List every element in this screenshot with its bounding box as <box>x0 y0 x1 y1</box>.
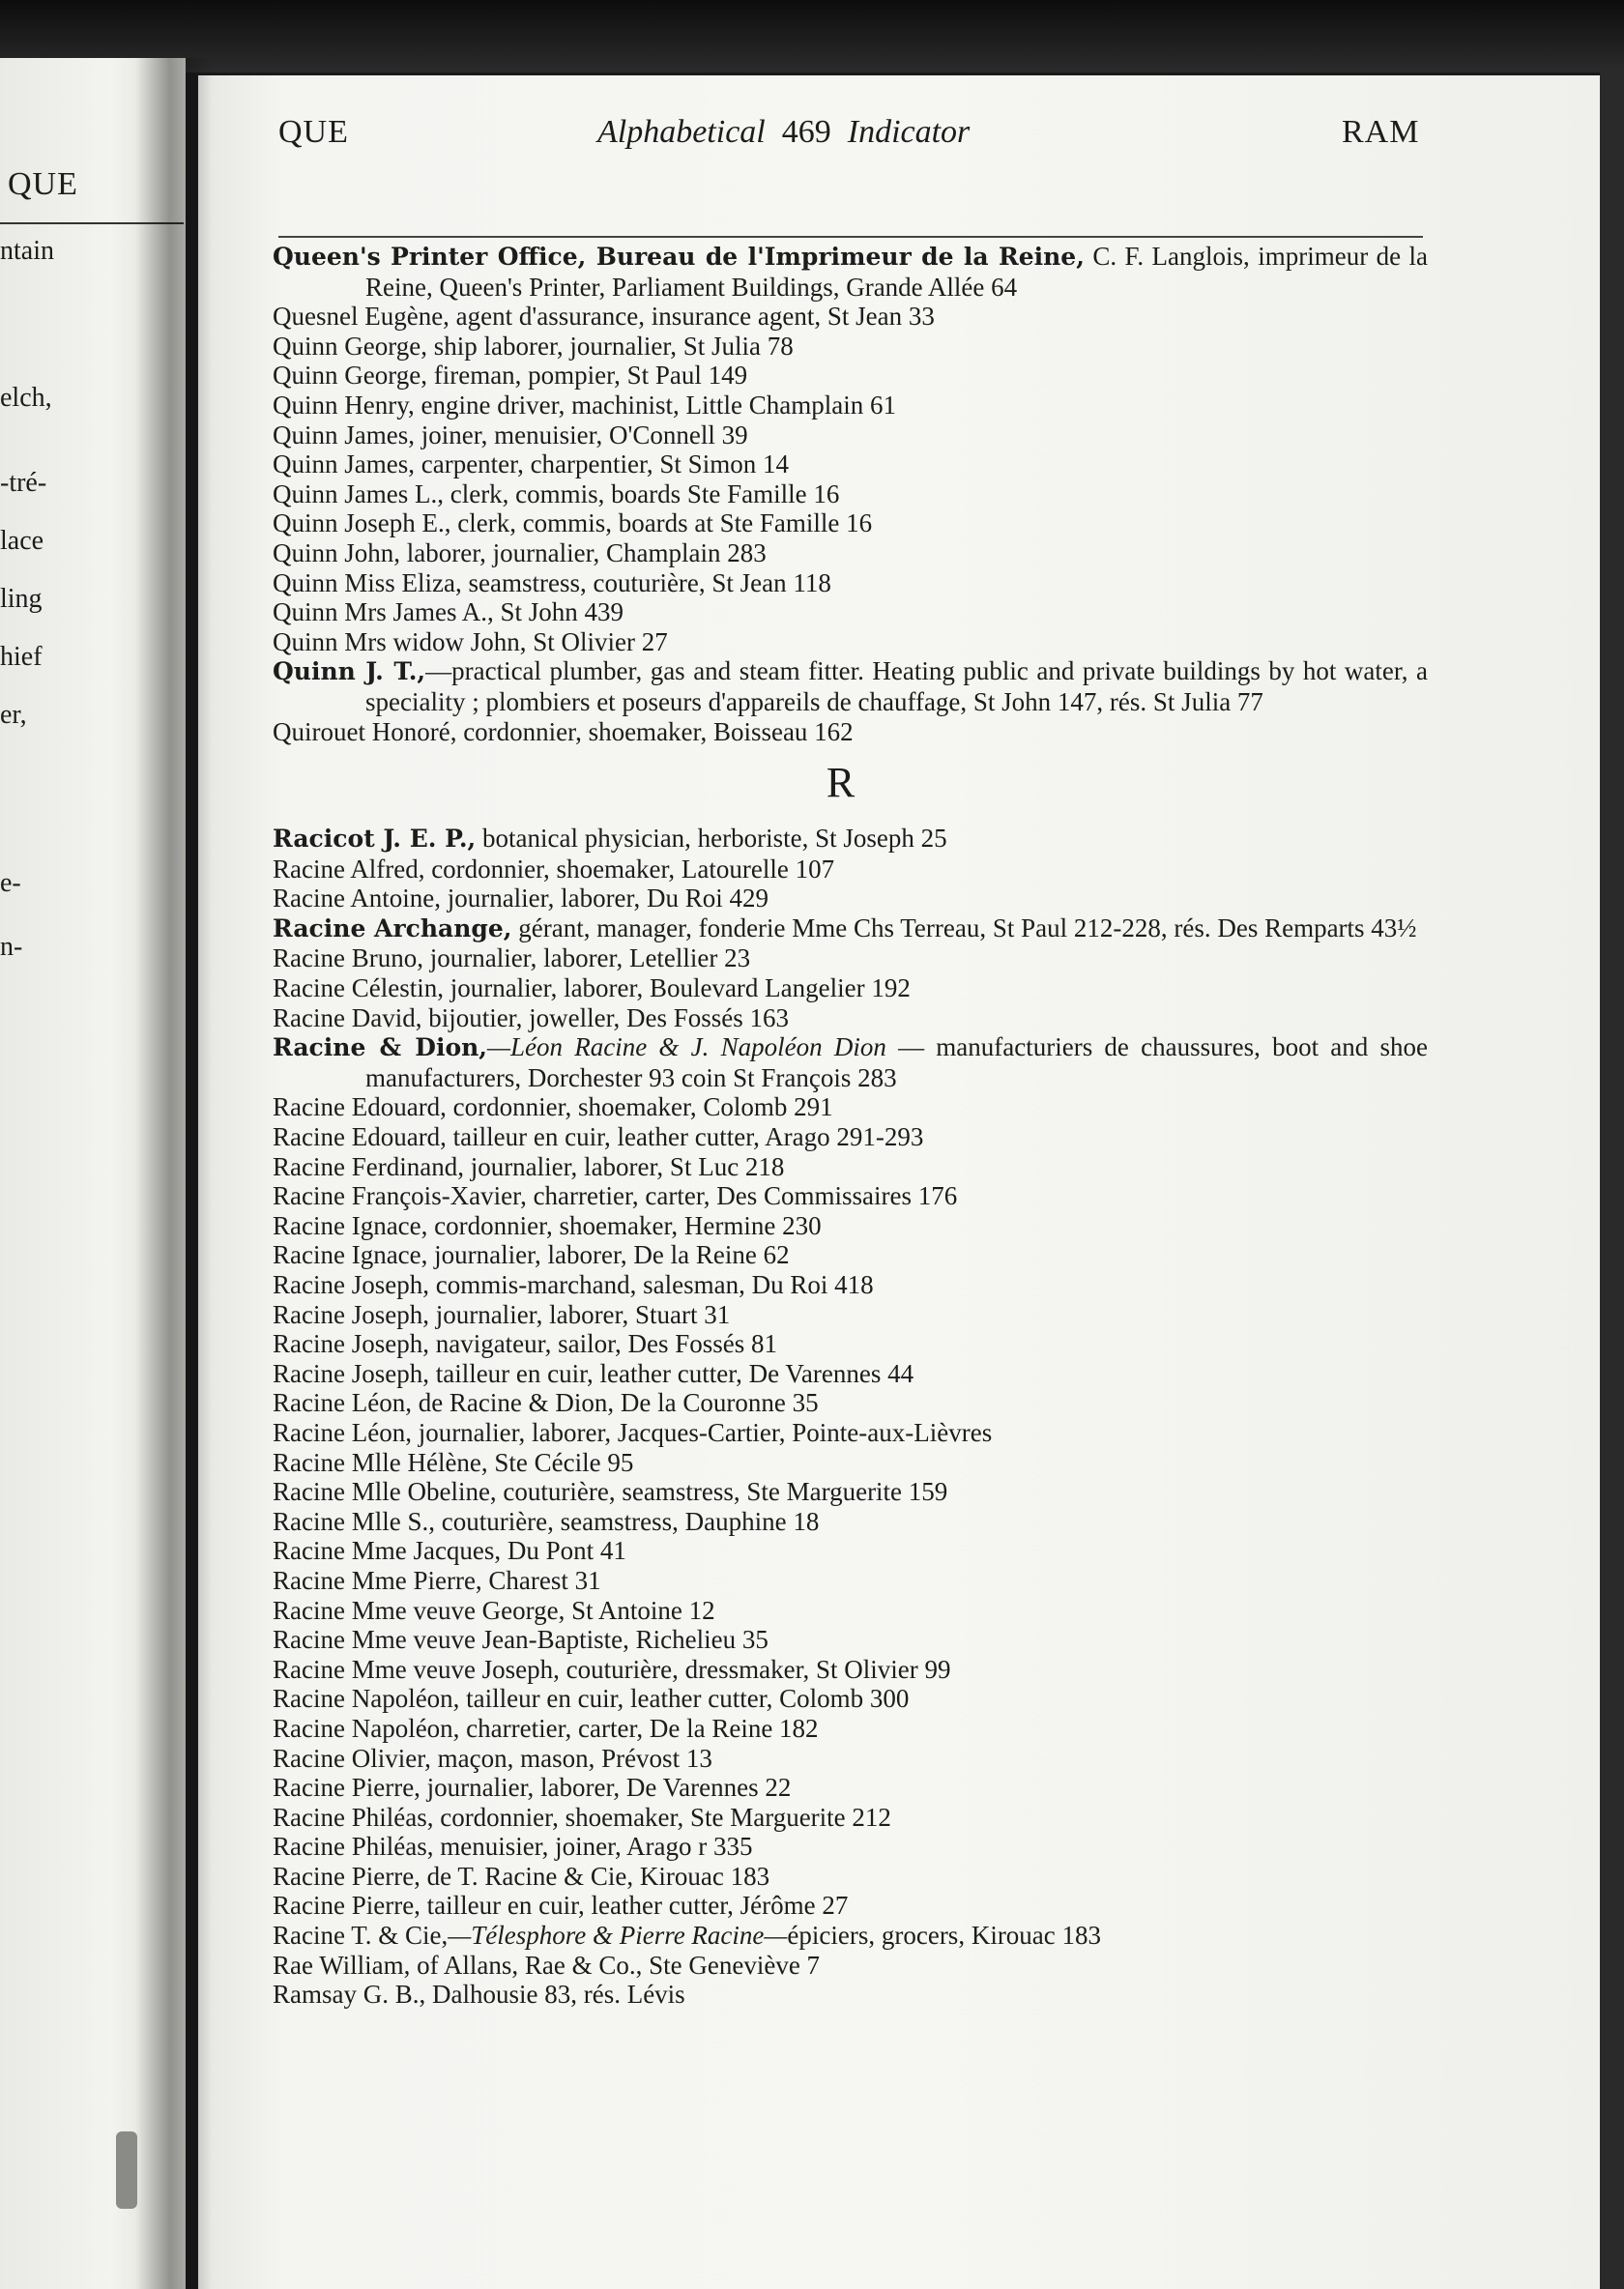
running-head-center <box>597 114 970 151</box>
entry-text: Racine Philéas, menuisier, joiner, Arago r 335 <box>273 1832 753 1862</box>
directory-entry <box>273 1625 1428 1655</box>
entry-text: Racine Mlle Hélène, Ste Cécile 95 <box>273 1447 634 1477</box>
entry-name-bold: Quinn J. T., <box>273 657 426 686</box>
directory-entry <box>273 1596 1428 1626</box>
directory-entry <box>273 1921 1428 1951</box>
entry-italic: —Léon Racine & J. Napoléon Dion <box>487 1032 886 1062</box>
directory-entry <box>273 1566 1428 1596</box>
entry-text: Quinn Mrs widow John, St Olivier 27 <box>273 626 668 656</box>
entry-text: Racine Ignace, cordonnier, shoemaker, Hermine 230 <box>273 1210 822 1240</box>
entry-text: Quirouet Honoré, cordonnier, shoemaker, Boisseau 162 <box>273 716 854 746</box>
facing-page-heading: QUE <box>8 166 78 202</box>
directory-entry <box>273 1359 1428 1389</box>
entries-r <box>273 824 1428 2010</box>
entry-text: Racine Mme veuve Joseph, couturière, dressmaker, St Olivier 99 <box>273 1654 951 1684</box>
entry-text: Racine Bruno, journalier, laborer, Letellier 23 <box>273 943 751 973</box>
entry-text: Racine Joseph, tailleur en cuir, leather cutter, De Varennes 44 <box>273 1358 914 1388</box>
entry-text: Racine Napoléon, tailleur en cuir, leather cutter, Colomb 300 <box>273 1684 910 1714</box>
directory-entry <box>273 1448 1428 1478</box>
entry-text: Racine T. & Cie, <box>273 1921 449 1951</box>
entry-text: Racine Mme Pierre, Charest 31 <box>273 1565 601 1595</box>
directory-entry <box>273 1300 1428 1330</box>
facing-page-fragment: elch, <box>0 383 52 413</box>
directory-entry <box>273 824 1428 855</box>
facing-page-fragment: e- <box>0 868 21 898</box>
entry-text: Racine Pierre, de T. Racine & Cie, Kirouac 183 <box>273 1861 770 1891</box>
entry-text: Racine Léon, de Racine & Dion, De la Couronne 35 <box>273 1388 819 1418</box>
facing-page-fragment: -tré- <box>0 468 47 498</box>
entry-text: Racine Mlle S., couturière, seamstress, Dauphine 18 <box>273 1506 820 1536</box>
entry-name-bold: Racicot J. E. P., <box>273 825 477 854</box>
entry-text: Quinn Mrs James A., St John 439 <box>273 597 624 627</box>
directory-entry <box>273 884 1428 913</box>
directory-entry <box>273 1211 1428 1241</box>
entry-text: Rae William, of Allans, Rae & Co., Ste Geneviève 7 <box>273 1950 821 1980</box>
directory-entry <box>273 1832 1428 1862</box>
directory-entry <box>273 1951 1428 1981</box>
entry-text: Ramsay G. B., Dalhousie 83, rés. Lévis <box>273 1980 685 2010</box>
directory-entry <box>273 420 1428 450</box>
entry-text: Quinn Miss Eliza, seamstress, couturière, St Jean 118 <box>273 567 831 597</box>
directory-entry <box>273 1152 1428 1182</box>
entry-text: Racine Mlle Obeline, couturière, seamstress, Ste Marguerite 159 <box>273 1477 948 1507</box>
entry-text: Racine Alfred, cordonnier, shoemaker, Latourelle 107 <box>273 854 835 884</box>
entry-text: Racine Joseph, journalier, laborer, Stuart 31 <box>273 1299 731 1329</box>
entry-text: Quesnel Eugène, agent d'assurance, insurance agent, St Jean 33 <box>273 302 935 332</box>
entry-text: Racine Antoine, journalier, laborer, Du Roi 429 <box>273 884 768 913</box>
entry-name-bold: Queen's Printer Office, Bureau de l'Imprimeur de la Reine, <box>273 243 1085 271</box>
page-edge <box>1600 68 1624 2289</box>
section-letter: R <box>826 759 856 807</box>
binding-tab <box>116 2131 137 2209</box>
entry-text: —practical plumber, gas and steam fitter. Heating public and private buildings by hot water, a speciality ; plombiers et poseurs d'appareils de chauffage, St John 147, rés. St Julia 77 <box>365 656 1428 716</box>
entry-text: Racine Mme veuve George, St Antoine 12 <box>273 1595 715 1625</box>
entry-text: Quinn James, carpenter, charpentier, St Simon 14 <box>273 449 789 479</box>
entry-text: Racine Edouard, tailleur en cuir, leather cutter, Arago 291-293 <box>273 1122 924 1152</box>
directory-entry <box>273 538 1428 568</box>
directory-entries <box>273 242 1428 2010</box>
directory-entry <box>273 1418 1428 1448</box>
directory-entry <box>273 1773 1428 1803</box>
directory-entry <box>273 449 1428 479</box>
directory-entry <box>273 717 1428 747</box>
directory-entry <box>273 1891 1428 1921</box>
entries-q <box>273 242 1428 746</box>
directory-entry <box>273 1092 1428 1122</box>
page-number: 469 <box>781 114 831 150</box>
directory-entry <box>273 1388 1428 1418</box>
directory-entry <box>273 302 1428 332</box>
directory-entry <box>273 1032 1428 1092</box>
facing-page-fragment: n- <box>0 932 23 962</box>
directory-entry <box>273 1477 1428 1507</box>
entry-text: gérant, manager, fonderie Mme Chs Terreau, St Paul 212-228, rés. Des Remparts 43½ <box>511 913 1417 942</box>
directory-entry <box>273 1862 1428 1892</box>
directory-entry <box>273 913 1428 944</box>
directory-entry <box>273 973 1428 1003</box>
entry-italic: —Télesphore & Pierre Racine— <box>448 1921 788 1951</box>
entry-text: Racine Ignace, journalier, laborer, De la Reine 62 <box>273 1240 790 1270</box>
directory-entry <box>273 656 1428 716</box>
directory-entry <box>273 1329 1428 1359</box>
running-head-right: RAM <box>1342 114 1420 150</box>
header-rule <box>278 236 1423 238</box>
running-head-title-b: Indicator <box>847 114 971 150</box>
directory-entry <box>273 1240 1428 1270</box>
directory-entry <box>273 361 1428 391</box>
directory-entry <box>273 1003 1428 1033</box>
entry-text: Racine Mme Jacques, Du Pont 41 <box>273 1536 626 1566</box>
entry-text: Racine Pierre, tailleur en cuir, leather cutter, Jérôme 27 <box>273 1891 849 1921</box>
directory-entry <box>273 1684 1428 1714</box>
directory-entry <box>273 242 1428 302</box>
directory-entry <box>273 1980 1428 2010</box>
directory-entry <box>273 1655 1428 1685</box>
entry-text: Quinn Joseph E., clerk, commis, boards at Ste Famille 16 <box>273 508 873 538</box>
entry-text: Racine Ferdinand, journalier, laborer, St Luc 218 <box>273 1151 785 1181</box>
directory-entry <box>273 1714 1428 1744</box>
entry-text: épiciers, grocers, Kirouac 183 <box>787 1921 1102 1951</box>
entry-text: Quinn George, ship laborer, journalier, St Julia 78 <box>273 331 794 361</box>
entry-text: Racine Mme veuve Jean-Baptiste, Richelieu 35 <box>273 1625 768 1655</box>
entry-text: Quinn James L., clerk, commis, boards Ste Famille 16 <box>273 478 840 508</box>
entry-name-bold: Racine & Dion, <box>273 1033 488 1062</box>
directory-entry <box>273 1181 1428 1211</box>
facing-page-fragment: hief <box>0 642 43 672</box>
top-shadow <box>0 0 1624 72</box>
directory-entry <box>273 1507 1428 1537</box>
directory-entry <box>273 1122 1428 1152</box>
entry-text: Racine Olivier, maçon, mason, Prévost 13 <box>273 1743 712 1773</box>
entry-text: C. F. Langlois, imprimeur de la Reine, Queen's Printer, Parliament Buildings, Grande Allée 64 <box>365 242 1428 302</box>
entry-text: Racine Napoléon, charretier, carter, De la Reine 182 <box>273 1713 819 1743</box>
directory-entry <box>273 332 1428 362</box>
entry-text: Racine David, bijoutier, joweller, Des Fossés 163 <box>273 1002 789 1032</box>
entry-text: Quinn George, fireman, pompier, St Paul 149 <box>273 361 748 391</box>
entry-text: Quinn Henry, engine driver, machinist, Little Champlain 61 <box>273 390 897 420</box>
entry-text: Racine Edouard, cordonnier, shoemaker, Colomb 291 <box>273 1092 833 1122</box>
entry-text: Racine Philéas, cordonnier, shoemaker, Ste Marguerite 212 <box>273 1802 891 1832</box>
book-gutter <box>135 58 213 2289</box>
directory-entry <box>273 627 1428 657</box>
entry-text: Racine Joseph, navigateur, sailor, Des Fossés 81 <box>273 1329 777 1359</box>
entry-text: — manufacturiers de chaussures, boot and shoe manufacturers, Dorchester 93 coin St François 283 <box>365 1032 1429 1092</box>
entry-name-bold: Racine Archange, <box>273 913 512 942</box>
running-head-title-a: Alphabetical <box>597 114 766 150</box>
facing-page-fragment: ntain <box>0 236 54 266</box>
directory-entry <box>273 943 1428 973</box>
directory-entry <box>273 1270 1428 1300</box>
directory-entry <box>273 391 1428 420</box>
facing-page-fragment: ling <box>0 584 43 614</box>
entry-text: Quinn James, joiner, menuisier, O'Connell 39 <box>273 420 748 449</box>
facing-page-fragment: lace <box>0 526 44 556</box>
directory-entry <box>273 568 1428 598</box>
entry-text: Racine Pierre, journalier, laborer, De Varennes 22 <box>273 1773 792 1803</box>
directory-entry <box>273 1744 1428 1774</box>
entry-text: Racine Léon, journalier, laborer, Jacques-Cartier, Pointe-aux-Lièvres <box>273 1417 993 1447</box>
entry-text: Quinn John, laborer, journalier, Champlain 283 <box>273 537 767 567</box>
directory-entry <box>273 597 1428 627</box>
entry-text: Racine François-Xavier, charretier, carter, Des Commissaires 176 <box>273 1181 958 1211</box>
facing-page-fragment: er, <box>0 700 27 730</box>
directory-entry <box>273 1536 1428 1566</box>
directory-entry <box>273 855 1428 884</box>
entry-text: Racine Joseph, commis-marchand, salesman, Du Roi 418 <box>273 1270 874 1299</box>
directory-entry <box>273 508 1428 538</box>
directory-entry <box>273 479 1428 509</box>
directory-entry <box>273 1803 1428 1833</box>
entry-text: Racine Célestin, journalier, laborer, Boulevard Langelier 192 <box>273 973 911 1003</box>
entry-text: botanical physician, herboriste, St Joseph 25 <box>476 824 947 854</box>
running-head-left: QUE <box>278 114 349 150</box>
